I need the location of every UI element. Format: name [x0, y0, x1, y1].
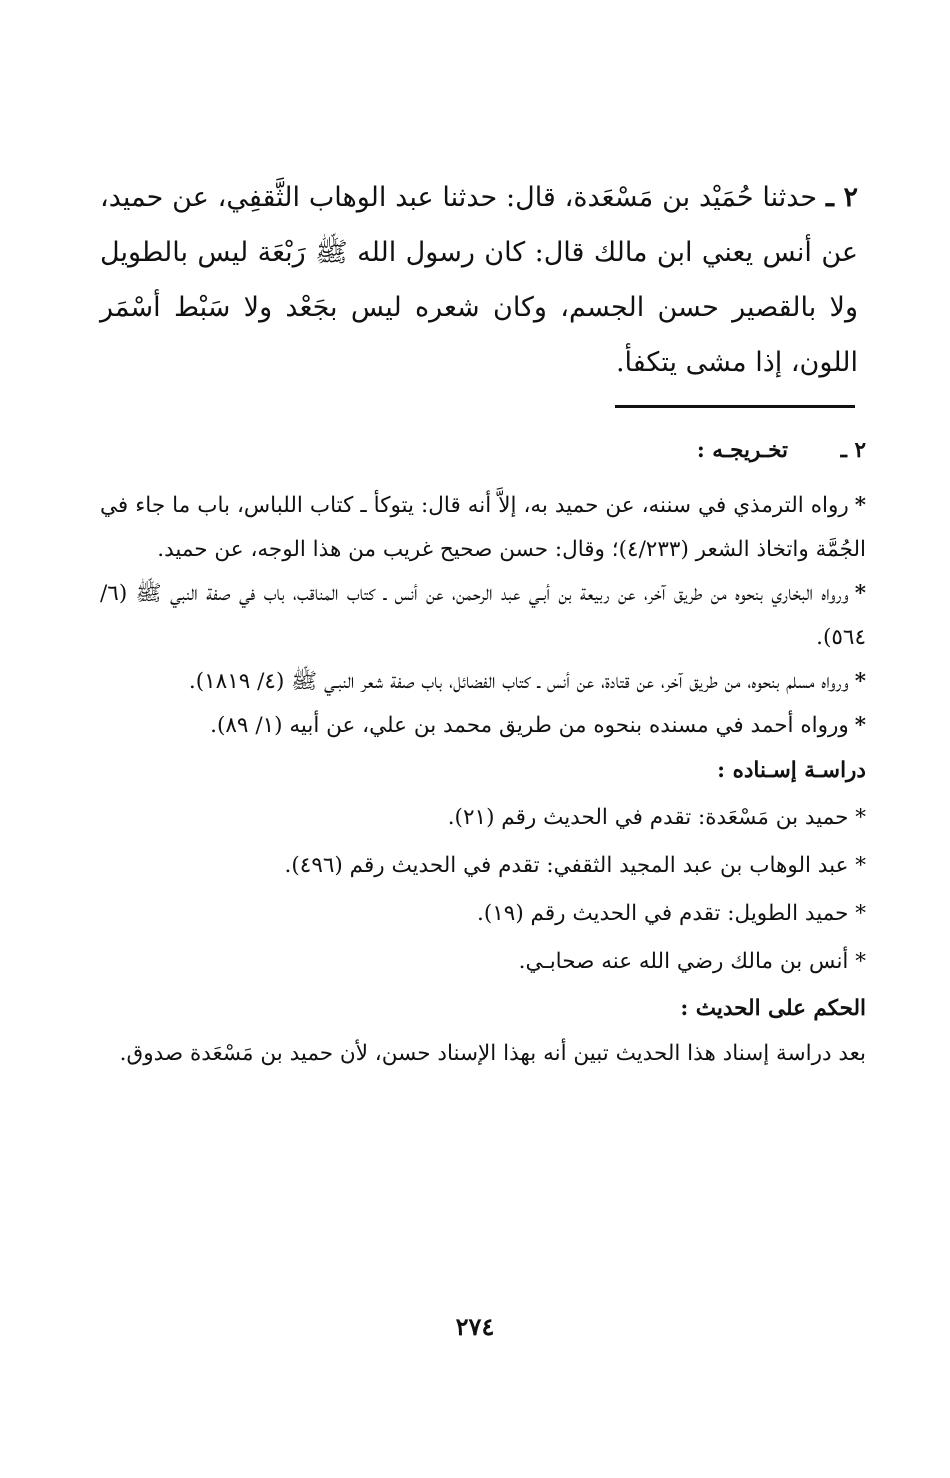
- hadith-text: حدثنا حُمَيْد بن مَسْعَدة، قال: حدثنا عبد الوهاب الثَّقفِي، عن حميد، عن أنس يعني ابن مالك قال: كان رسول الله ﷺ رَبْعَة ليس بالطويل ولا بالقصير حسن الجسم، وكان شعره ليس بجَعْد ولا سَبْط أسْمَر اللون، إذا مشى يتكفأ.: [100, 182, 858, 378]
- note-ref: ٢ ـ: [840, 438, 866, 463]
- hadith-number: ٢ ـ: [825, 182, 858, 213]
- hukm-text: بعد دراسة إسناد هذا الحديث تبين أنه بهذا الإسناد حسن، لأن حميد بن مَسْعَدة صدوق.: [119, 1041, 866, 1066]
- hadith-paragraph: [100, 170, 858, 390]
- takhrij-item: *ورواه البخاري بنحوه من طريق آخر، عن ربيعة بن أبـي عبد الرحمن، عن أنس ـ كتاب المناقب، باب في صفة النبي ﷺ (٦/ ٥٦٤).: [100, 581, 866, 650]
- bullet-icon: *: [855, 949, 866, 974]
- takhrij-title: تخـريجـه :: [696, 438, 788, 463]
- takhrij-item: *رواه الترمذي في سننه، عن حميد به، إلاَّ أنه قال: يتوكأ ـ كتاب اللباس، باب ما جاء في الجُمَّة واتخاذ الشعر (٤/٢٣٣)؛ وقال: حسن صحيح غريب من هذا الوجه، عن حميد.: [100, 493, 866, 562]
- isnad-item: * حميد الطويل: تقدم في الحديث رقم (١٩).: [476, 901, 866, 926]
- page-number: ٢٧٤: [455, 1312, 495, 1341]
- footnotes: [100, 438, 866, 1076]
- note-heading: [100, 438, 866, 484]
- isnad-item: * عبد الوهاب بن عبد المجيد الثقفي: تقدم في الحديث رقم (٤٩٦).: [284, 853, 866, 878]
- hukm-title: الحكم على الحديث :: [680, 996, 866, 1021]
- footnote-divider: [615, 405, 855, 408]
- bullet-icon: *: [854, 669, 866, 694]
- bullet-icon: *: [854, 493, 866, 518]
- isnad-title: دراسـة إسـناده :: [717, 758, 866, 783]
- bullet-icon: *: [854, 713, 866, 738]
- bullet-icon: *: [855, 805, 866, 830]
- bullet-icon: *: [854, 581, 866, 606]
- takhrij-item: *ورواه أحمد في مسنده بنحوه من طريق محمد بن علي، عن أبيه (١/ ٨٩).: [210, 713, 866, 738]
- bullet-icon: *: [855, 901, 866, 926]
- isnad-item: * أنس بن مالك رضي الله عنه صحابـي.: [518, 949, 866, 974]
- bullet-icon: *: [855, 853, 866, 878]
- main-text: [100, 170, 858, 390]
- takhrij-item: *ورواه مسلم بنحوه، من طريق آخر، عن قتادة، عن أنس ـ كتاب الفضائل، باب صفة شعر النبـي ﷺ (٤/ ١٨١٩).: [188, 669, 866, 694]
- isnad-item: * حميد بن مَسْعَدة: تقدم في الحديث رقم (٢١).: [447, 805, 866, 830]
